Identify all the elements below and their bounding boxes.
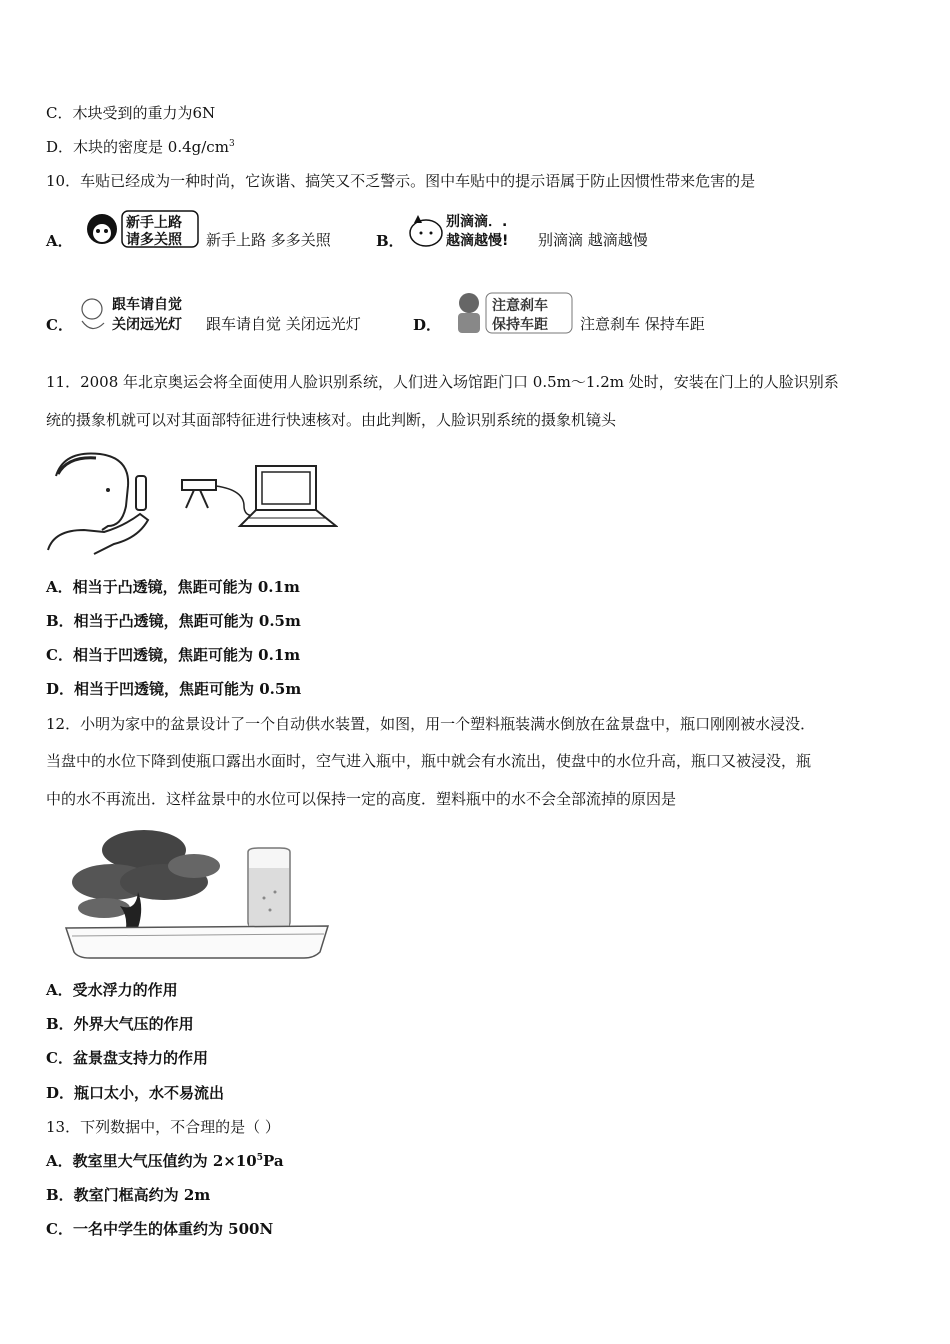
q10-sticker-a-line1: 新手上路 <box>126 215 182 231</box>
q13-option-a-unit: Pa <box>263 1152 284 1170</box>
q11-stem-line1: 11．2008 年北京奥运会将全面使用人脸识别系统，人们进入场馆距门口 0.5m～1.2m 处时，安装在门上的人脸识别系 <box>46 373 839 391</box>
q10-sticker-b-image <box>406 207 536 251</box>
q13-option-a <box>46 1151 284 1171</box>
q10-option-c-label: C． <box>46 316 73 334</box>
q10-sticker-b-line1: 别滴滴．. <box>446 214 508 230</box>
q12-bonsai-water-figure <box>64 822 332 962</box>
q10-sticker-b-line2: 越滴越慢! <box>446 233 509 249</box>
q12-stem-line1: 12．小明为家中的盆景设计了一个自动供水装置，如图，用一个塑料瓶装满水倒放在盆景盘中，瓶口刚刚被水浸没． <box>46 715 816 733</box>
q11-option-d: D．相当于凹透镜，焦距可能为 0.5m <box>46 680 302 698</box>
q9-option-d-text: D．木块的密度是 0.4g/cm <box>46 138 229 156</box>
q10-option-c-caption: 跟车请自觉 关闭远光灯 <box>206 315 361 333</box>
q12-option-c: C．盆景盘支持力的作用 <box>46 1049 208 1067</box>
q10-sticker-c-image <box>76 291 204 337</box>
q10-sticker-d-line2: 保持车距 <box>492 317 548 333</box>
q12-option-b: B．外界大气压的作用 <box>46 1015 194 1033</box>
q13-option-a-superscript: 5 <box>256 1153 264 1163</box>
q10-option-b-label: B． <box>376 232 404 250</box>
q9-option-d <box>46 137 235 157</box>
q11-stem-line2: 统的摄象机就可以对其面部特征进行快速核对。由此判断，人脸识别系统的摄象机镜头 <box>46 411 617 429</box>
q10-sticker-c-line2: 关闭远光灯 <box>112 317 182 333</box>
q10-sticker-d-image <box>452 289 574 337</box>
q10-option-a-label: A． <box>46 232 73 250</box>
q12-option-a: A．受水浮力的作用 <box>46 981 178 999</box>
q10-sticker-d-line1: 注意刹车 <box>492 298 548 314</box>
q10-option-d-label: D． <box>413 316 442 334</box>
q11-option-b: B．相当于凸透镜，焦距可能为 0.5m <box>46 612 301 630</box>
q9-option-d-superscript: 3 <box>228 139 235 149</box>
q12-option-d: D．瓶口太小，水不易流出 <box>46 1084 225 1102</box>
q13-option-a-text: A．教室里大气压值约为 2×10 <box>46 1152 257 1170</box>
q11-option-a: A．相当于凸透镜，焦距可能为 0.1m <box>46 578 300 596</box>
q13-option-b: B．教室门框高约为 2m <box>46 1186 211 1204</box>
q13-stem: 13．下列数据中，不合理的是（ ） <box>46 1118 280 1136</box>
q12-stem-line2: 当盘中的水位下降到使瓶口露出水面时，空气进入瓶中，瓶中就会有水流出，使盘中的水位升高，瓶口又被浸没，瓶 <box>46 752 812 770</box>
q11-face-recognition-figure <box>44 446 338 556</box>
q9-option-c: C．木块受到的重力为6N <box>46 104 216 122</box>
q10-option-d-caption: 注意刹车 保持车距 <box>580 315 705 333</box>
q10-sticker-a-line2: 请多关照 <box>126 232 182 248</box>
q10-option-a-caption: 新手上路 多多关照 <box>206 231 331 249</box>
q11-option-c: C．相当于凹透镜，焦距可能为 0.1m <box>46 646 301 664</box>
q12-stem-line3: 中的水不再流出．这样盆景中的水位可以保持一定的高度．塑料瓶中的水不会全部流掉的原因是 <box>46 790 677 808</box>
q13-option-c: C．一名中学生的体重约为 500N <box>46 1220 274 1238</box>
q10-stem: 10．车贴已经成为一种时尚，它诙谐、搞笑又不乏警示。图中车贴中的提示语属于防止因惯性带来危害的是 <box>46 172 756 190</box>
q10-sticker-c-line1: 跟车请自觉 <box>112 297 182 313</box>
q10-option-b-caption: 别滴滴 越滴越慢 <box>538 231 648 249</box>
q10-sticker-a-image <box>84 207 202 251</box>
